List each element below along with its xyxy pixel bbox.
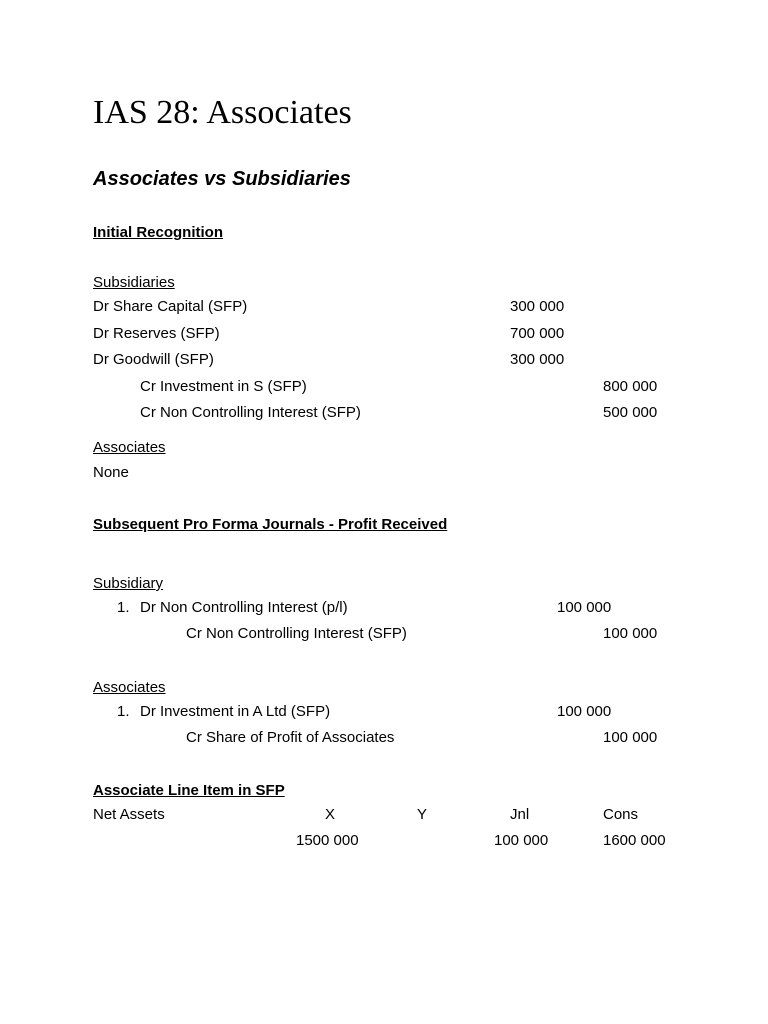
journal-debit-amount: 700 000	[510, 325, 565, 342]
associates-none-text: None	[93, 464, 129, 481]
initial-recognition-heading: Initial Recognition	[93, 224, 223, 241]
subsequent-journals-heading: Subsequent Pro Forma Journals - Profit Received	[93, 516, 448, 533]
associates-label: Associates	[93, 679, 166, 696]
subsidiaries-label: Subsidiaries	[93, 274, 175, 291]
column-header-jnl: Jnl	[510, 806, 530, 823]
journal-account: Cr Non Controlling Interest (SFP)	[186, 625, 407, 642]
journal-account: Dr Investment in A Ltd (SFP)	[140, 703, 331, 720]
associates-label: Associates	[93, 439, 166, 456]
journal-account: Dr Share Capital (SFP)	[93, 298, 248, 315]
journal-account: Dr Non Controlling Interest (p/l)	[140, 599, 348, 616]
value-cons: 1600 000	[603, 832, 666, 849]
journal-account: Cr Non Controlling Interest (SFP)	[140, 404, 361, 421]
journal-account: Dr Reserves (SFP)	[93, 325, 220, 342]
column-header-x: X	[325, 806, 336, 823]
line-item-heading: Associate Line Item in SFP	[93, 782, 285, 799]
value-jnl: 100 000	[494, 832, 549, 849]
column-header-y: Y	[417, 806, 428, 823]
journal-debit-amount: 300 000	[510, 351, 565, 368]
column-header-cons: Cons	[603, 806, 639, 823]
row-label: Net Assets	[93, 806, 165, 823]
value-x: 1500 000	[296, 832, 359, 849]
journal-credit-amount: 100 000	[603, 625, 658, 642]
list-number: 1.	[117, 599, 130, 616]
list-number: 1.	[117, 703, 130, 720]
journal-account: Cr Share of Profit of Associates	[186, 729, 395, 746]
journal-credit-amount: 800 000	[603, 378, 658, 395]
journal-debit-amount: 100 000	[557, 599, 612, 616]
subsidiary-label: Subsidiary	[93, 575, 164, 592]
journal-account: Dr Goodwill (SFP)	[93, 351, 214, 368]
page-title: IAS 28: Associates	[93, 94, 352, 131]
journal-credit-amount: 500 000	[603, 404, 658, 421]
journal-credit-amount: 100 000	[603, 729, 658, 746]
journal-debit-amount: 300 000	[510, 298, 565, 315]
journal-debit-amount: 100 000	[557, 703, 612, 720]
page-subtitle: Associates vs Subsidiaries	[93, 168, 351, 190]
journal-account: Cr Investment in S (SFP)	[140, 378, 307, 395]
